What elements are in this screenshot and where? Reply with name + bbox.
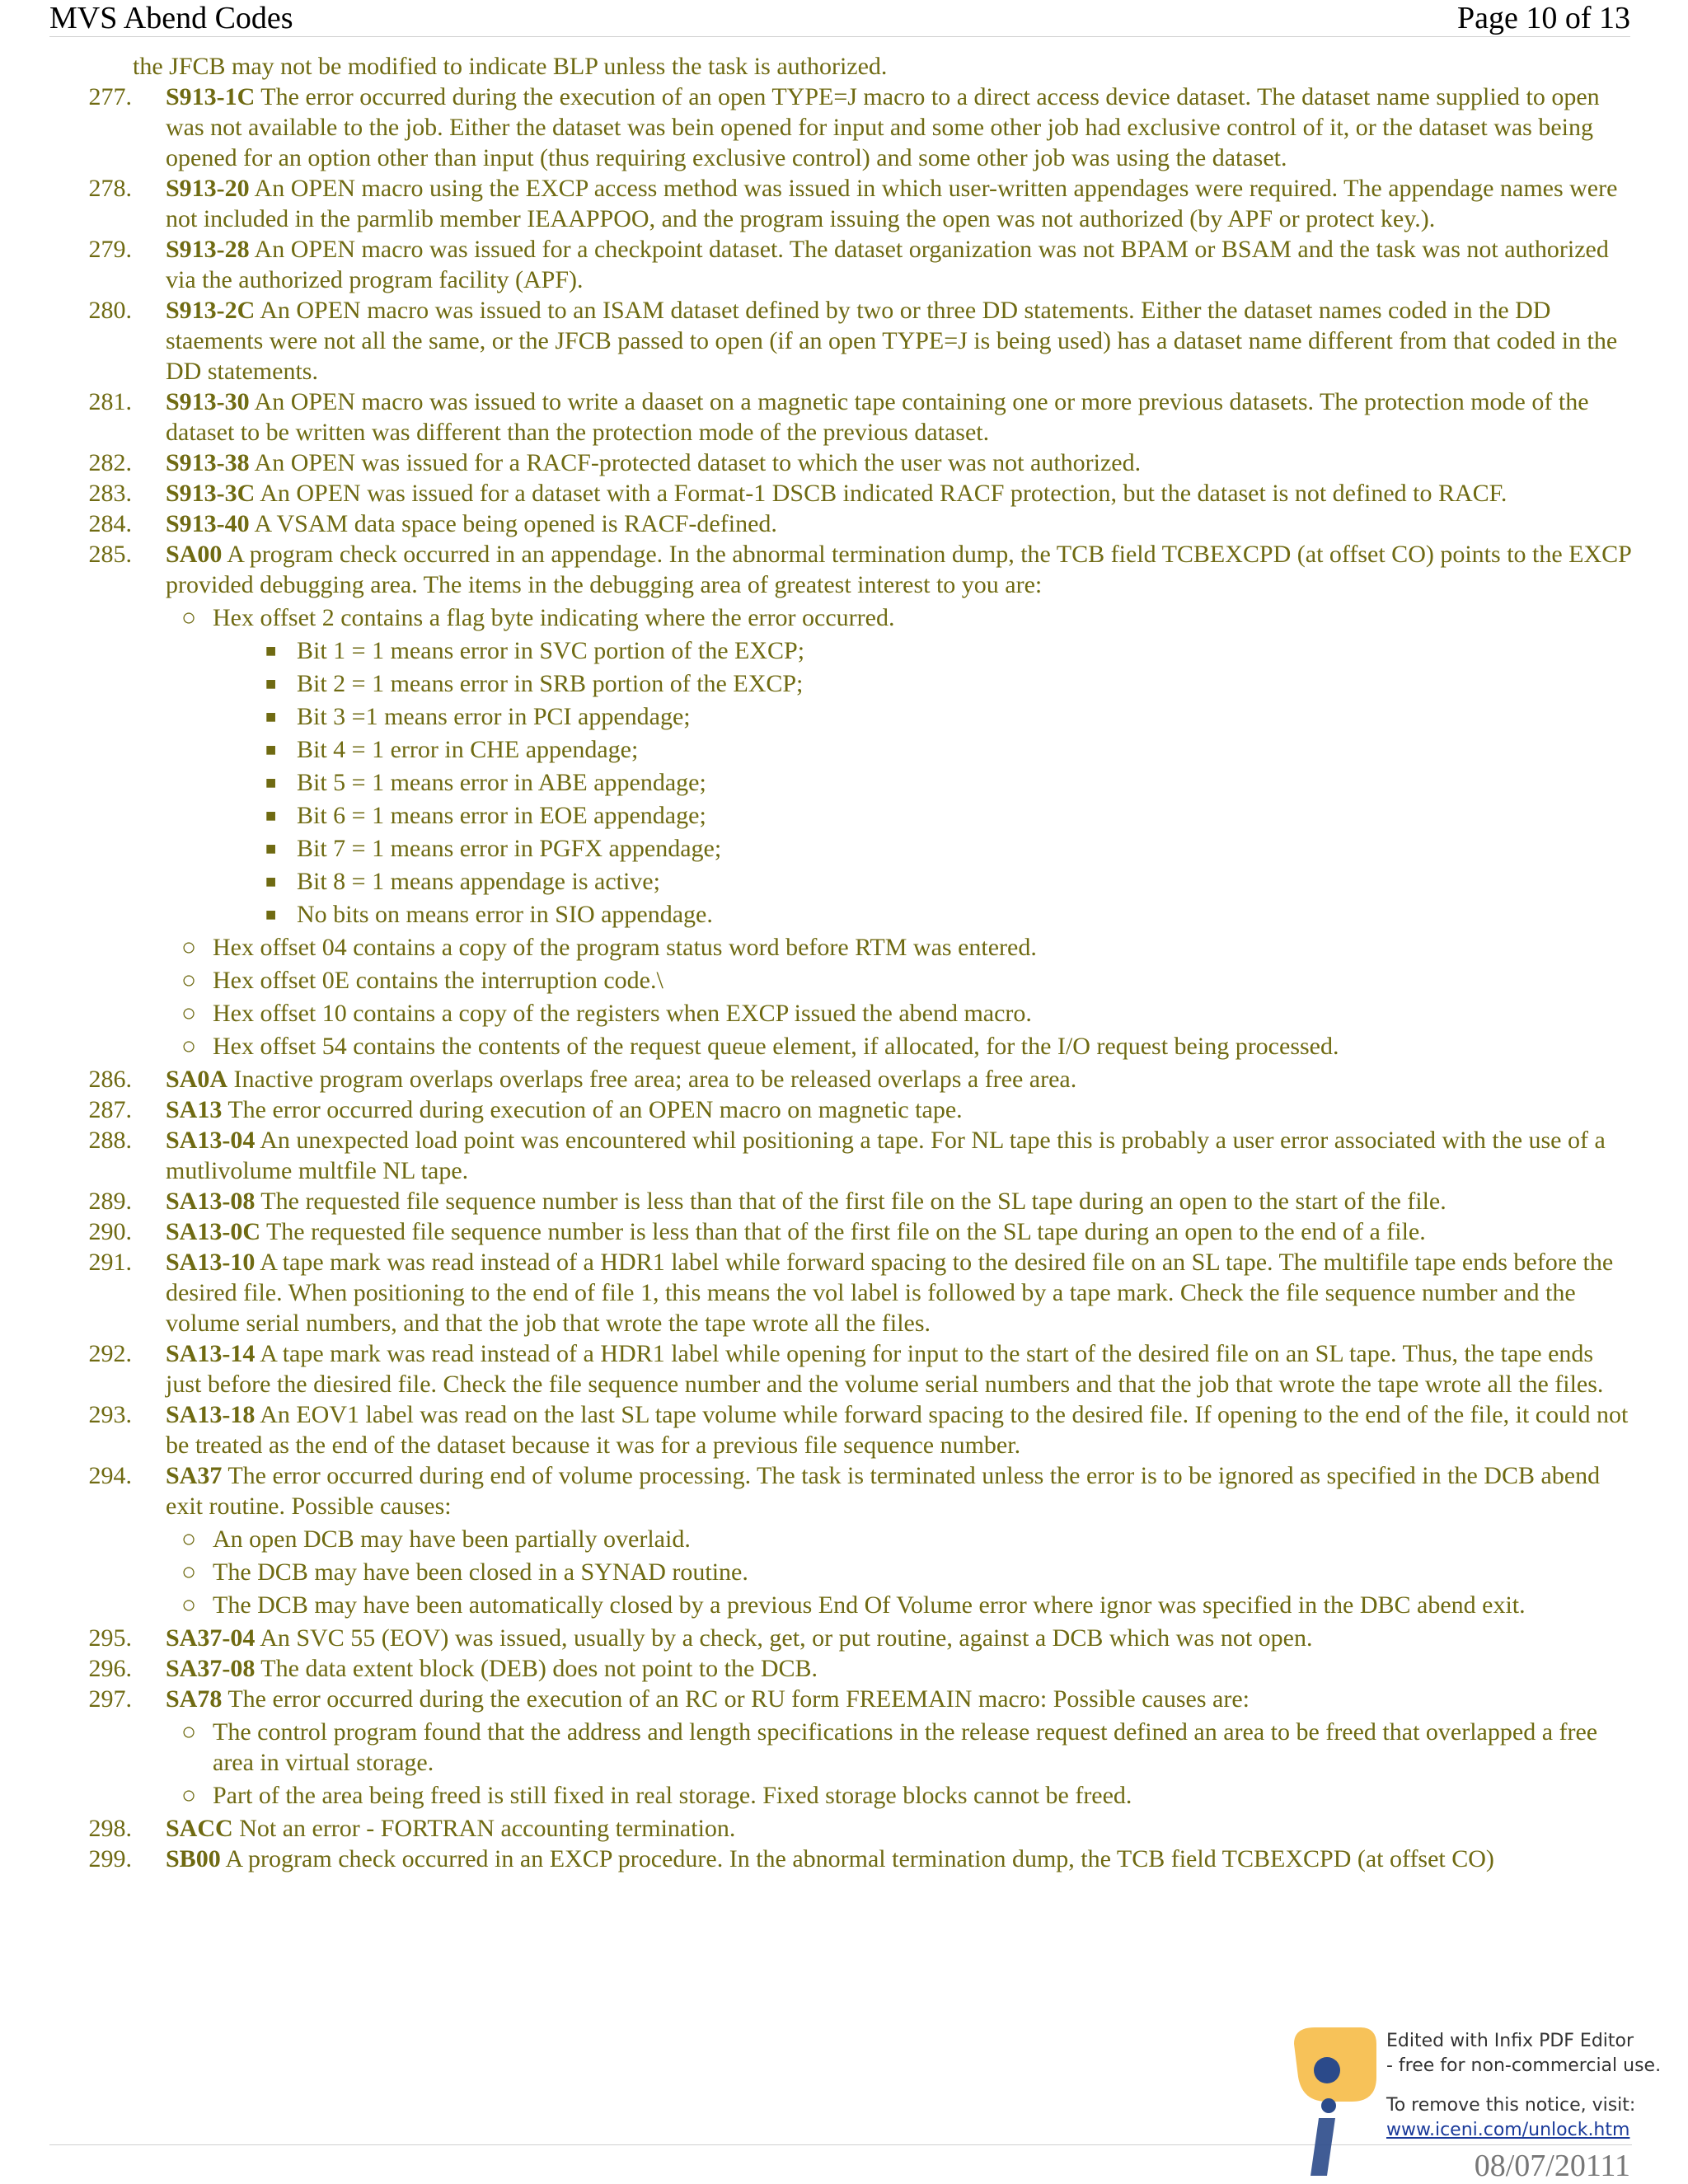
square-bullet-icon: ■ — [265, 772, 277, 793]
bit-item: ■ Bit 5 = 1 means error in ABE appendage; — [265, 769, 706, 796]
entry-text — [132, 448, 1632, 478]
abend-entry — [49, 1653, 1632, 1684]
square-bullet-icon: ■ — [265, 871, 277, 892]
bit-item: ■ No bits on means error in SIO appendage. — [265, 901, 713, 928]
bit-item: ■ Bit 8 = 1 means appendage is active; — [265, 868, 660, 895]
entry-description: An OPEN macro using the EXCP access method was issued in which user-written appendages were required. The appendage names were not included in the parmlib member IEAAPPOO, and the program issuing the open was not authorized (by APF or protect key.). — [166, 175, 1618, 232]
abend-entry — [49, 234, 1632, 295]
abend-entry — [49, 1684, 1632, 1714]
abend-entry — [49, 1338, 1632, 1399]
entry-text — [132, 509, 1632, 539]
abend-entry — [49, 295, 1632, 387]
square-bullet-icon: ■ — [265, 904, 277, 925]
infix-logo-icon — [1269, 2019, 1385, 2184]
entry-text — [132, 1623, 1632, 1653]
abend-code: SACC — [166, 1815, 233, 1842]
abend-code: SB00 — [166, 1845, 221, 1872]
abend-code: SA37 — [166, 1462, 223, 1489]
abend-entry — [49, 1186, 1632, 1216]
entry-description: A program check occurred in an EXCP procedure. In the abnormal termination dump, the TCB field TCBEXCPD (at offset CO) — [220, 1845, 1494, 1872]
sa37-sublist — [49, 1524, 1632, 1620]
sub-item: ○ Part of the area being freed is still fixed in real storage. Fixed storage blocks cannot be freed. — [181, 1782, 1132, 1809]
entry-text — [132, 1399, 1632, 1460]
abend-entry — [49, 1064, 1632, 1094]
square-bullet-icon: ■ — [265, 739, 277, 760]
intro-continuation: the JFCB may not be modified to indicate BLP unless the task is authorized. — [133, 53, 888, 80]
entries-block-3 — [49, 1623, 1632, 1714]
entry-description: The data extent block (DEB) does not point to the DCB. — [255, 1655, 818, 1682]
document-body — [49, 51, 1632, 1874]
abend-entry — [49, 1216, 1632, 1247]
circle-bullet-icon: ○ — [181, 934, 197, 961]
entry-text — [132, 1684, 1632, 1714]
abend-code: S913-20 — [166, 175, 250, 202]
sa78-sublist — [49, 1717, 1632, 1811]
entry-description: Not an error - FORTRAN accounting termination. — [232, 1815, 736, 1842]
entry-text — [132, 234, 1632, 295]
abend-entry — [49, 1623, 1632, 1653]
entry-number: 281. — [88, 388, 132, 415]
bits-list — [49, 635, 1632, 930]
circle-bullet-icon: ○ — [181, 1782, 197, 1809]
entry-number: 286. — [88, 1066, 132, 1093]
abend-code: SA13-04 — [166, 1127, 256, 1154]
sub-item: ○ Hex offset 54 contains the contents of the request queue element, if allocated, for the I/O request being processed. — [181, 1033, 1339, 1060]
sub-item: ○ The DCB may have been closed in a SYNAD routine. — [181, 1558, 748, 1586]
entry-text — [132, 1338, 1632, 1399]
abend-code: SA13-08 — [166, 1188, 256, 1215]
abend-code: SA13-18 — [166, 1401, 256, 1428]
circle-bullet-icon: ○ — [181, 1591, 197, 1619]
abend-code: SA13 — [166, 1096, 223, 1123]
footer-date: 08/07/20111 — [1474, 2149, 1630, 2183]
entry-description: The error occurred during the execution of an open TYPE=J macro to a direct access device dataset. The dataset name supplied to open was not available to the job. Either the dataset was bein opened for input and some other job had exclusive control of it, or the dataset was being opened for an option other than input (thus requiring exclusive control) and some other job was using the dataset. — [166, 83, 1600, 171]
entry-number: 299. — [88, 1845, 132, 1872]
entry-text — [132, 1186, 1632, 1216]
square-bullet-icon: ■ — [265, 805, 277, 826]
entry-description: An OPEN was issued for a RACF-protected dataset to which the user was not authorized. — [249, 449, 1142, 476]
circle-bullet-icon: ○ — [181, 1000, 197, 1027]
entry-number: 291. — [88, 1249, 132, 1276]
circle-bullet-icon: ○ — [181, 1526, 197, 1553]
watermark-line-3: To remove this notice, visit: — [1386, 2095, 1636, 2116]
entry-text — [132, 1094, 1632, 1125]
entry-description: The requested file sequence number is less than that of the first file on the SL tape during an open to the start of the file. — [255, 1188, 1447, 1215]
entry-number: 280. — [88, 297, 132, 324]
entry-text — [132, 1813, 1632, 1844]
circle-bullet-icon: ○ — [181, 604, 197, 631]
abend-code: S913-28 — [166, 236, 250, 263]
abend-entry — [49, 448, 1632, 478]
entry-number: 287. — [88, 1096, 132, 1123]
entry-description: An SVC 55 (EOV) was issued, usually by a check, get, or put routine, against a DCB which was not open. — [255, 1624, 1313, 1652]
sub-item: ○ Hex offset 04 contains a copy of the program status word before RTM was entered. — [181, 934, 1037, 961]
entry-description: Inactive program overlaps overlaps free area; area to be released overlaps a free area. — [227, 1066, 1077, 1093]
abend-code: SA13-0C — [166, 1218, 261, 1245]
abend-code: S913-40 — [166, 510, 250, 537]
entry-text — [132, 1247, 1632, 1338]
bit-item: ■ Bit 6 = 1 means error in EOE appendage; — [265, 802, 706, 829]
abend-code: S913-38 — [166, 449, 250, 476]
sub-item: ○ Hex offset 2 contains a flag byte indicating where the error occurred. — [181, 604, 895, 631]
abend-entry — [49, 539, 1632, 600]
sub-item: ○ Hex offset 0E contains the interruption code.\ — [181, 967, 663, 994]
abend-code: SA78 — [166, 1685, 223, 1713]
entry-number: 292. — [88, 1340, 132, 1367]
abend-entry — [49, 173, 1632, 234]
entries-block-4 — [49, 1813, 1632, 1874]
abend-code: S913-3C — [166, 480, 256, 507]
entry-text — [132, 1460, 1632, 1521]
sa00-sublist — [49, 602, 1632, 1062]
abend-code: S913-2C — [166, 297, 256, 324]
entry-text — [132, 1064, 1632, 1094]
entry-number: 295. — [88, 1624, 132, 1652]
entry-number: 294. — [88, 1462, 132, 1489]
abend-entry — [49, 1247, 1632, 1338]
entry-description: An OPEN was issued for a dataset with a Format-1 DSCB indicated RACF protection, but the dataset is not defined to RACF. — [255, 480, 1507, 507]
abend-entry — [49, 82, 1632, 173]
abend-entry — [49, 1125, 1632, 1186]
abend-code: SA13-14 — [166, 1340, 256, 1367]
abend-entry — [49, 1813, 1632, 1844]
abend-entry — [49, 1460, 1632, 1521]
entry-description: The requested file sequence number is less than that of the first file on the SL tape during an open to the end of a file. — [260, 1218, 1426, 1245]
entry-description: The error occurred during end of volume processing. The task is terminated unless the error is to be ignored as specified in the DCB abend exit routine. Possible causes: — [166, 1462, 1601, 1520]
bit-item: ■ Bit 1 = 1 means error in SVC portion of the EXCP; — [265, 637, 805, 664]
sub-item: ○ The DCB may have been automatically closed by a previous End Of Volume error where ignor was specified in the DBC abend exit. — [181, 1591, 1526, 1619]
entry-description: A VSAM data space being opened is RACF-defined. — [249, 510, 777, 537]
entry-description: A tape mark was read instead of a HDR1 label while opening for input to the start of the desired file on an SL tape. Thus, the tape ends just before the diesired file. Check the file sequence number and the volume serial numbers and that the job that wrote the tape wrote all the files. — [166, 1340, 1604, 1398]
watermark-link[interactable]: www.iceni.com/unlock.htm — [1386, 2120, 1630, 2140]
entry-description: An OPEN macro was issued for a checkpoint dataset. The dataset organization was not BPAM or BSAM and the task was not authorized via the authorized program facility (APF). — [166, 236, 1609, 293]
entry-number: 284. — [88, 510, 132, 537]
entry-number: 282. — [88, 449, 132, 476]
document-title: MVS Abend Codes — [49, 1, 293, 35]
abend-code: SA00 — [166, 541, 223, 568]
entry-number: 278. — [88, 175, 132, 202]
entry-text — [132, 295, 1632, 387]
circle-bullet-icon: ○ — [181, 1558, 197, 1586]
abend-code: S913-1C — [166, 83, 256, 110]
bit-item: ■ Bit 7 = 1 means error in PGFX appendage; — [265, 835, 722, 862]
entry-description: An OPEN macro was issued to write a daaset on a magnetic tape containing one or more previous datasets. The protection mode of the dataset to be written was different than the protection mode of the previous dataset. — [166, 388, 1589, 446]
abend-entry — [49, 509, 1632, 539]
entry-description: A program check occurred in an appendage. In the abnormal termination dump, the TCB field TCBEXCPD (at offset CO) points to the EXCP provided debugging area. The items in the debugging area of greatest interest to you are: — [166, 541, 1631, 598]
entry-description: An unexpected load point was encountered whil positioning a tape. For NL tape this is probably a user error associated with the use of a mutlivolume multfile NL tape. — [166, 1127, 1606, 1184]
abend-entry — [49, 1399, 1632, 1460]
entry-number: 293. — [88, 1401, 132, 1428]
entry-number: 298. — [88, 1815, 132, 1842]
entry-number: 277. — [88, 83, 132, 110]
bit-item: ■ Bit 4 = 1 error in CHE appendage; — [265, 736, 639, 763]
sub-item: ○ The control program found that the address and length specifications in the release request defined an area to be freed that overlapped a free area in virtual storage. — [181, 1718, 1598, 1776]
watermark-line-2: - free for non-commercial use. — [1386, 2055, 1662, 2076]
square-bullet-icon: ■ — [265, 838, 277, 859]
entry-text — [132, 1653, 1632, 1684]
abend-entry — [49, 1844, 1632, 1874]
entry-number: 290. — [88, 1218, 132, 1245]
entry-number: 283. — [88, 480, 132, 507]
abend-code: SA0A — [166, 1066, 228, 1093]
square-bullet-icon: ■ — [265, 640, 277, 661]
entry-text — [132, 1216, 1632, 1247]
page-number: Page 10 of 13 — [1456, 1, 1630, 35]
entry-text — [132, 387, 1632, 448]
entry-description: The error occurred during the execution of an RC or RU form FREEMAIN macro: Possible causes are: — [222, 1685, 1250, 1713]
watermark-line-1: Edited with Infix PDF Editor — [1386, 2031, 1634, 2051]
entry-text — [132, 539, 1632, 600]
circle-bullet-icon: ○ — [181, 967, 197, 994]
entries-block-2 — [49, 1064, 1632, 1521]
abend-code: S913-30 — [166, 388, 250, 415]
entry-text — [132, 478, 1632, 509]
sub-item: ○ An open DCB may have been partially overlaid. — [181, 1526, 691, 1553]
entry-number: 289. — [88, 1188, 132, 1215]
square-bullet-icon: ■ — [265, 706, 277, 727]
entry-description: A tape mark was read instead of a HDR1 label while forward spacing to the desired file on an SL tape. The multifile tape ends before the desired file. When positioning to the end of file 1, this means the vol label is followed by a tape mark. Check the file sequence number and the volume serial numbers, and that the job that wrote the tape wrote all the files. — [166, 1249, 1614, 1337]
entry-number: 297. — [88, 1685, 132, 1713]
entry-number: 285. — [88, 541, 132, 568]
entry-description: An OPEN macro was issued to an ISAM dataset defined by two or three DD statements. Either the dataset names coded in the DD staements were not all the same, or the JFCB passed to open (if an open TYPE=J is being used) has a dataset name different from that coded in the DD statements. — [166, 297, 1618, 385]
square-bullet-icon: ■ — [265, 673, 277, 694]
abend-entry — [49, 478, 1632, 509]
abend-code: SA37-04 — [166, 1624, 256, 1652]
entry-text — [132, 173, 1632, 234]
entry-number: 296. — [88, 1655, 132, 1682]
page-header — [49, 0, 1630, 37]
abend-code: SA37-08 — [166, 1655, 256, 1682]
entry-text — [132, 1844, 1632, 1874]
entry-number: 279. — [88, 236, 132, 263]
bit-item: ■ Bit 2 = 1 means error in SRB portion of the EXCP; — [265, 670, 804, 697]
abend-code: SA13-10 — [166, 1249, 256, 1276]
circle-bullet-icon: ○ — [181, 1718, 197, 1746]
circle-bullet-icon: ○ — [181, 1033, 197, 1060]
entry-description: The error occurred during execution of an OPEN macro on magnetic tape. — [222, 1096, 963, 1123]
entries-block-1 — [49, 82, 1632, 600]
entry-number: 288. — [88, 1127, 132, 1154]
sub-item: ○ Hex offset 10 contains a copy of the registers when EXCP issued the abend macro. — [181, 1000, 1032, 1027]
abend-entry — [49, 387, 1632, 448]
bit-item: ■ Bit 3 =1 means error in PCI appendage; — [265, 703, 691, 730]
entry-text — [132, 82, 1632, 173]
entry-text — [132, 1125, 1632, 1186]
abend-entry — [49, 1094, 1632, 1125]
entry-description: An EOV1 label was read on the last SL tape volume while forward spacing to the desired file. If opening to the end of the file, it could not be treated as the end of the dataset because it was for a previous file sequence number. — [166, 1401, 1629, 1459]
